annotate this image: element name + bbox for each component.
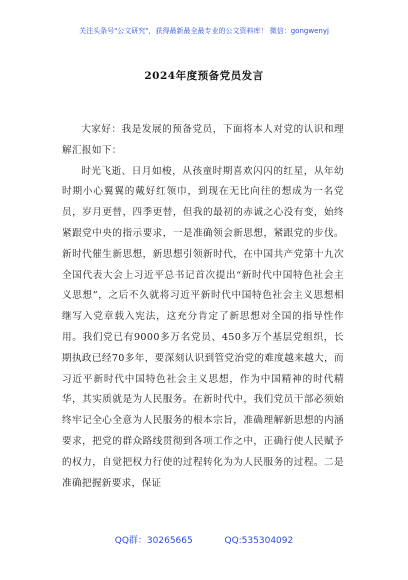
footer-qq-number: QQ:535304092 <box>224 536 294 546</box>
paragraph-main: 时光飞逝、日月如梭，从孩童时期喜欢闪闪的红星，从年幼时期小心翼翼的戴好红领巾，到现在无比向往的想成为一名党员，岁月更替，四季更替，但我的最初的赤诚之心没有变，始终紧跟党中央的指示要求，一是准确领会新思想，紧跟党的步伐。新时代催生新思想，新思想引领新时代，在中国共产党第十九次全国代表大会上习近平总书记首次提出“新时代中国特色社会主义思想”，之后不久就将习近平新时代中国特色社会主义思想相继写入党章载入宪法，这充分肯定了新思想对全国的指导性作用。我们党已有9000多万名党员、450多万个基层党组织，长期执政已经70多年，要深刻认识到管党治党的难度越来越大，而习近平新时代中国特色社会主义思想，作为中国精神的时代精华，其实质就是为人民服务。在新时代中，我们党员干部必须始终牢记全心全意为人民服务的根本宗旨，准确理解新思想的内涵要求，把党的群众路线贯彻到各项工作之中，正确行使人民赋予的权力，自觉把权力行使的过程转化为为人民服务的过程。二是准确把握新要求，保证 <box>62 165 344 489</box>
document-title: 2024年度预备党员发言 <box>144 70 264 82</box>
footer-contact <box>0 533 408 546</box>
paragraph-greeting: 大家好：我是发展的预备党员，下面将本人对党的认识和理解汇报如下： <box>62 124 344 156</box>
document-body <box>62 120 344 494</box>
footer-qq-group: QQ群：30265665 <box>114 536 193 546</box>
header-note: 关注头条号"公文研究"，获得最新最全最专业的公文资料库！ 微信：gongwenyj <box>79 27 329 35</box>
